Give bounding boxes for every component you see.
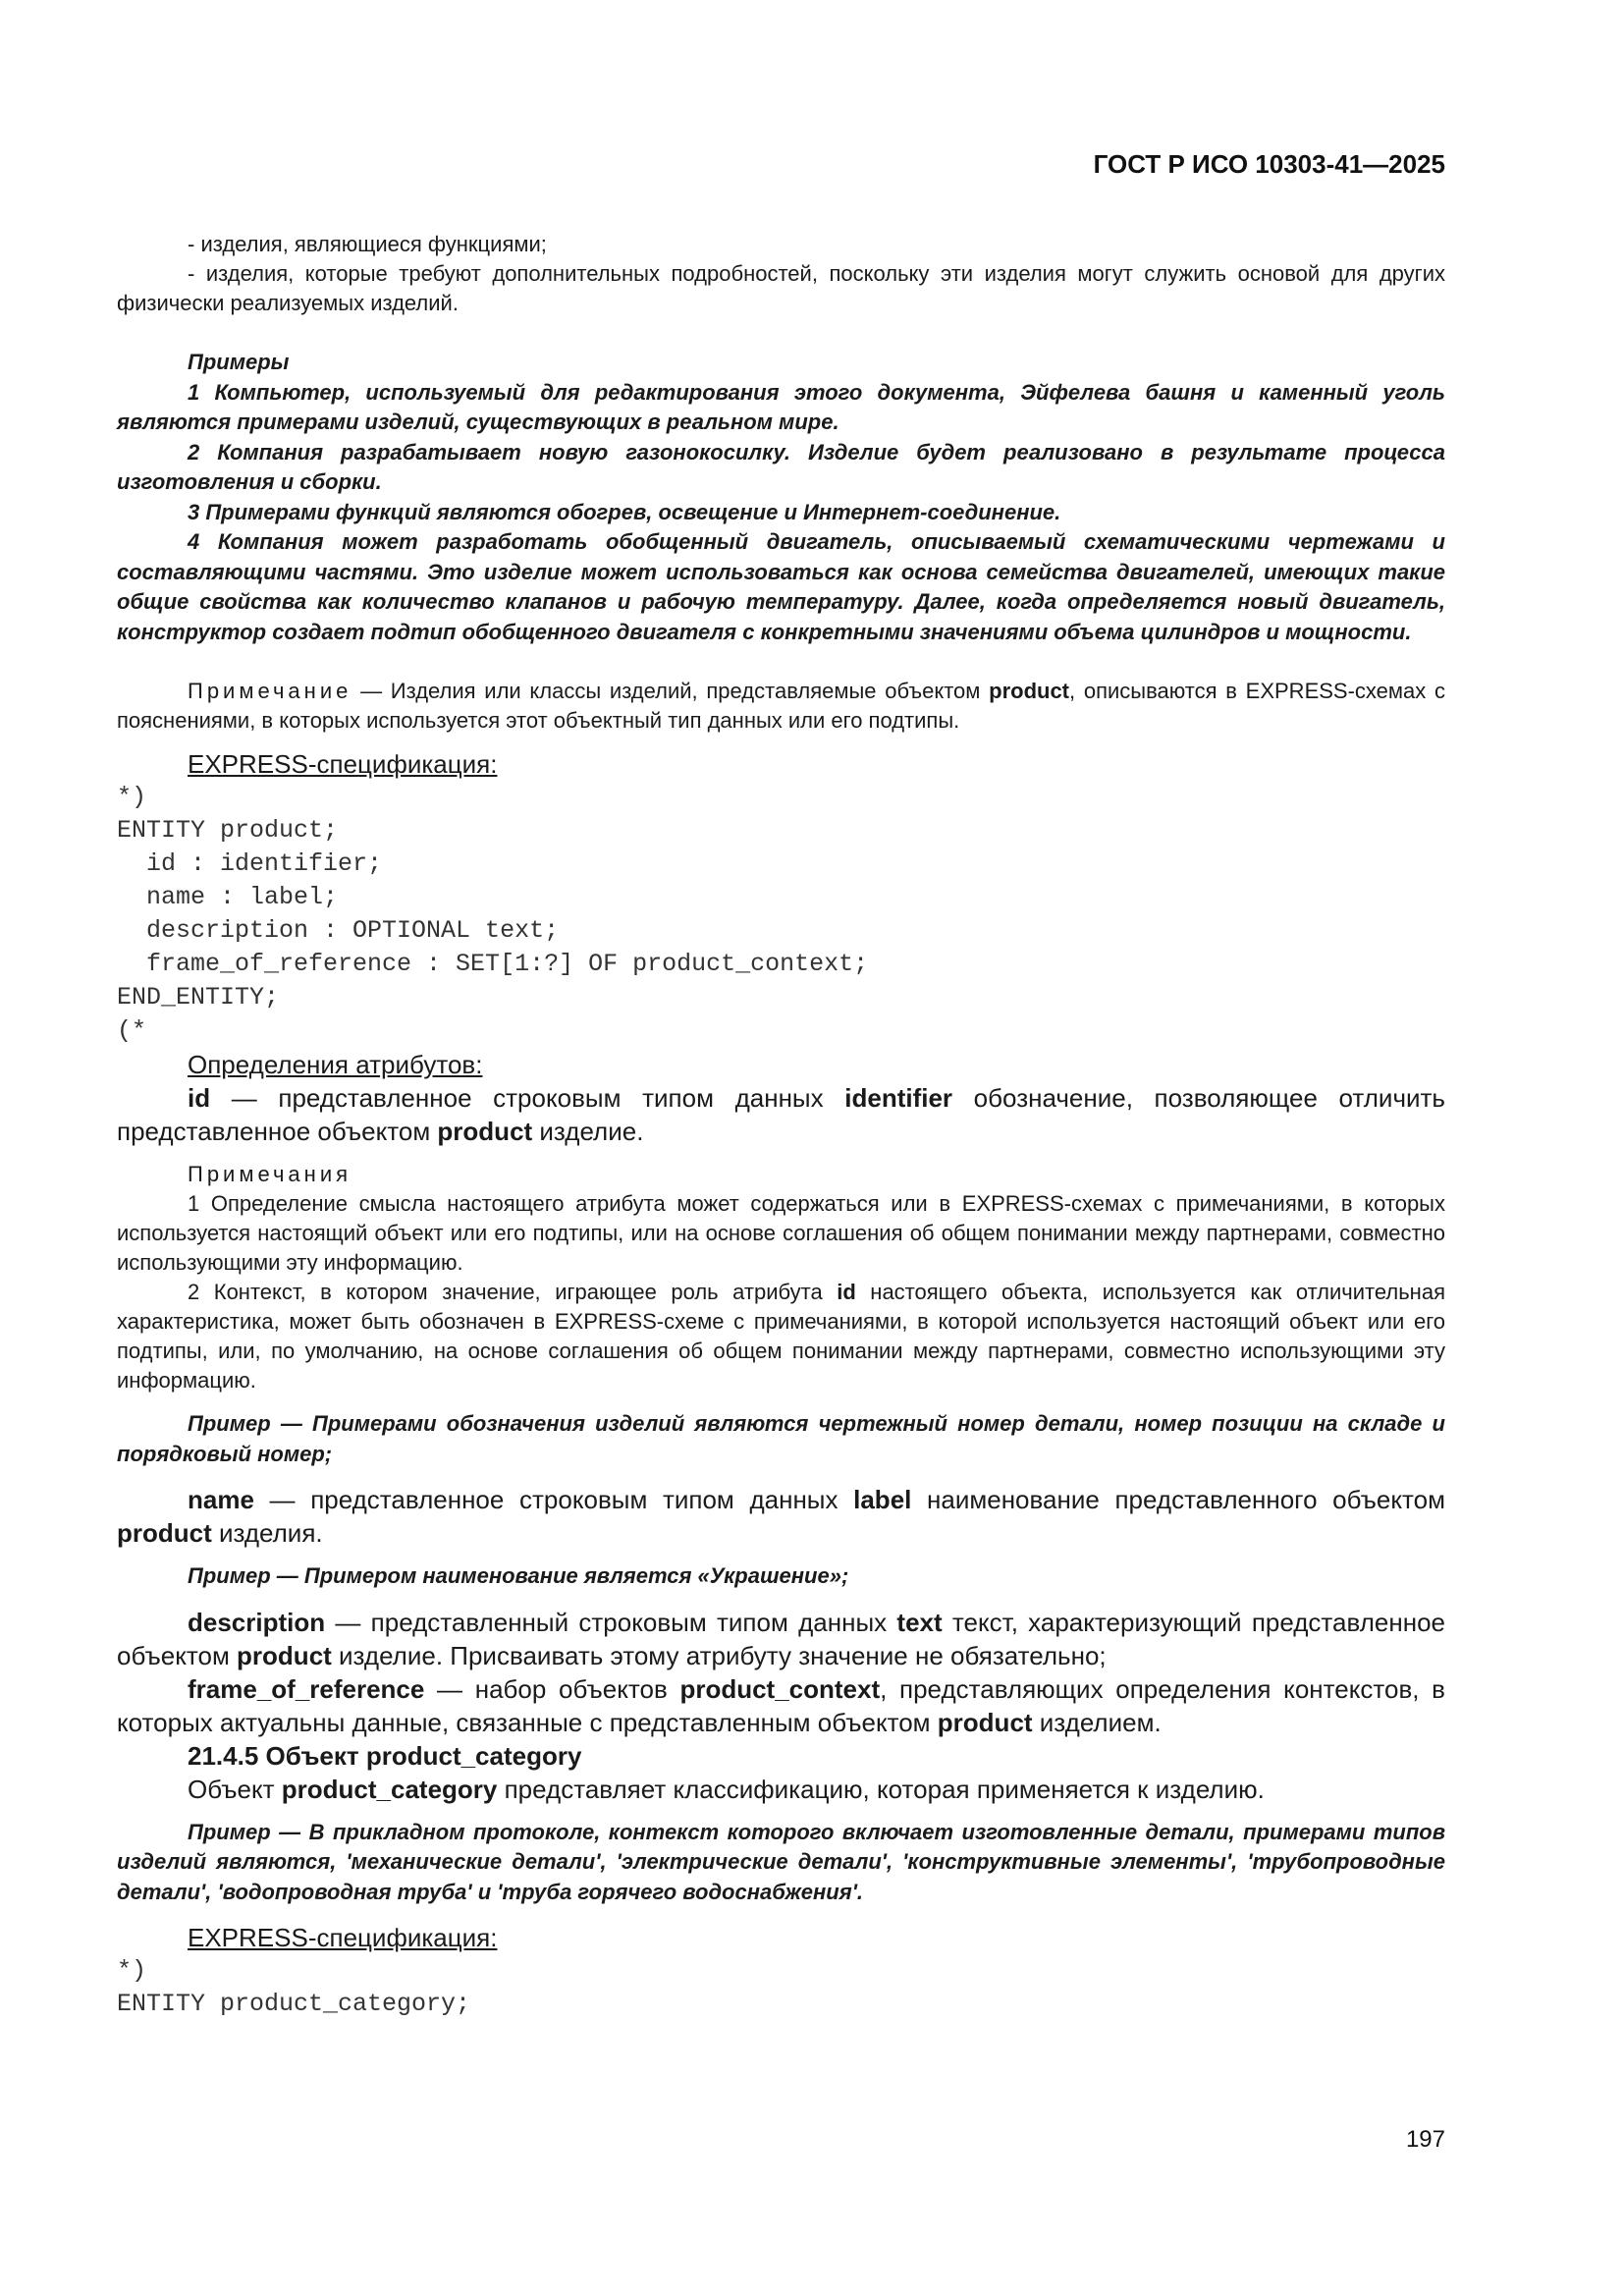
page-body bbox=[117, 230, 1445, 2021]
document-code: ГОСТ Р ИСО 10303-41—2025 bbox=[1093, 149, 1445, 179]
example-item: 4 Компания может разработать обобщенный двигатель, описываемый схематическими чертежами и составляющими частями. Это изделие может использоваться как основа семейства двигателей, имеющих такие общие свойства как количество клапанов и рабочую температуру. Далее, когда определяется новый двигатель, конструктор создает подтип обобщенного двигателя с конкретными значениями объема цилиндров и мощности. bbox=[117, 529, 1445, 644]
note-product: Примечание — Изделия или классы изделий, представляемые объектом product, описываются в EXPRESS-схемах с пояснениями, в которых используется этот объектный тип данных или его подтипы. bbox=[117, 679, 1445, 733]
list-item: - изделия, которые требуют дополнительных подробностей, поскольку эти изделия могут служить основой для других физически реализуемых изделий. bbox=[117, 261, 1445, 315]
attribute-frame-of-reference: frame_of_reference — набор объектов product_context, представляющих определения контекстов, в которых актуальны данные, связанные с представленным объектом product изделием. bbox=[117, 1673, 1445, 1737]
express-code: *) ENTITY product_category; bbox=[117, 1956, 471, 2018]
attribute-description: description — представленный строковым типом данных text текст, характеризующий представленное объектом product изделие. Присваивать этому атрибуту значение не обязательно; bbox=[117, 1607, 1445, 1670]
example-category: Пример — В прикладном протоколе, контекст которого включает изготовленные детали, примерами типов изделий являются, 'механические детали', 'электрические детали', 'конструктивные элементы', 'трубопроводные детали', 'водопроводная труба' и 'труба горячего водоснабжения'. bbox=[117, 1819, 1445, 1904]
page-number: 197 bbox=[1405, 2126, 1445, 2153]
attribute-id: id — представленное строковым типом данных identifier обозначение, позволяющее отличить представленное объектом product изделие. bbox=[117, 1083, 1445, 1146]
note-item: 2 Контекст, в котором значение, играющее роль атрибута id настоящего объекта, используется как отличительная характеристика, может быть обозначен в EXPRESS-схеме с примечаниями, в которой используется настоящий объект или его подтипы, или, по умолчанию, на основе соглашения об общем понимании между партнерами, совместно использующими эту информацию. bbox=[117, 1280, 1445, 1393]
examples-heading: Примеры bbox=[188, 350, 290, 374]
note-item: 1 Определение смысла настоящего атрибута может содержаться или в EXPRESS-схемах с примечаниями, в которых используется настоящий объект или его подтипы, или на основе соглашения об общем понимании между партнерами, совместно использующими эту информацию. bbox=[117, 1191, 1445, 1275]
express-code: *) ENTITY product; id : identifier; name : label; description : OPTIONAL text; frame_of_reference : SET[1:?] OF product_context; END_ENTITY; (* bbox=[117, 783, 869, 1045]
express-heading: EXPRESS-спецификация: bbox=[188, 1923, 498, 1952]
example-id: Пример — Примерами обозначения изделий являются чертежный номер детали, номер позиции на складе и порядковый номер; bbox=[117, 1411, 1445, 1466]
list-item: - изделия, являющиеся функциями; bbox=[188, 232, 547, 256]
example-item: 2 Компания разрабатывает новую газонокосилку. Изделие будет реализовано в результате процесса изготовления и сборки. bbox=[117, 439, 1445, 494]
attributes-heading: Определения атрибутов: bbox=[188, 1050, 483, 1079]
notes-label: Примечания bbox=[188, 1162, 352, 1186]
attribute-name: name — представленное строковым типом данных label наименование представленного объектом product изделия. bbox=[117, 1485, 1445, 1548]
express-heading: EXPRESS-спецификация: bbox=[188, 749, 498, 779]
section-paragraph: Объект product_category представляет классификацию, которая применяется к изделию. bbox=[188, 1774, 1265, 1804]
entity-ref: product bbox=[989, 679, 1070, 703]
section-title: 21.4.5 Объект product_category bbox=[188, 1740, 582, 1771]
example-item: 3 Примерами функций являются обогрев, освещение и Интернет-соединение. bbox=[188, 499, 1061, 524]
example-item: 1 Компьютер, используемый для редактирования этого документа, Эйфелева башня и каменный уголь являются примерами изделий, существующих в реальном мире. bbox=[117, 379, 1445, 434]
example-name: Пример — Примером наименование является «Украшение»; bbox=[188, 1563, 849, 1588]
note-label: Примечание bbox=[188, 679, 352, 703]
